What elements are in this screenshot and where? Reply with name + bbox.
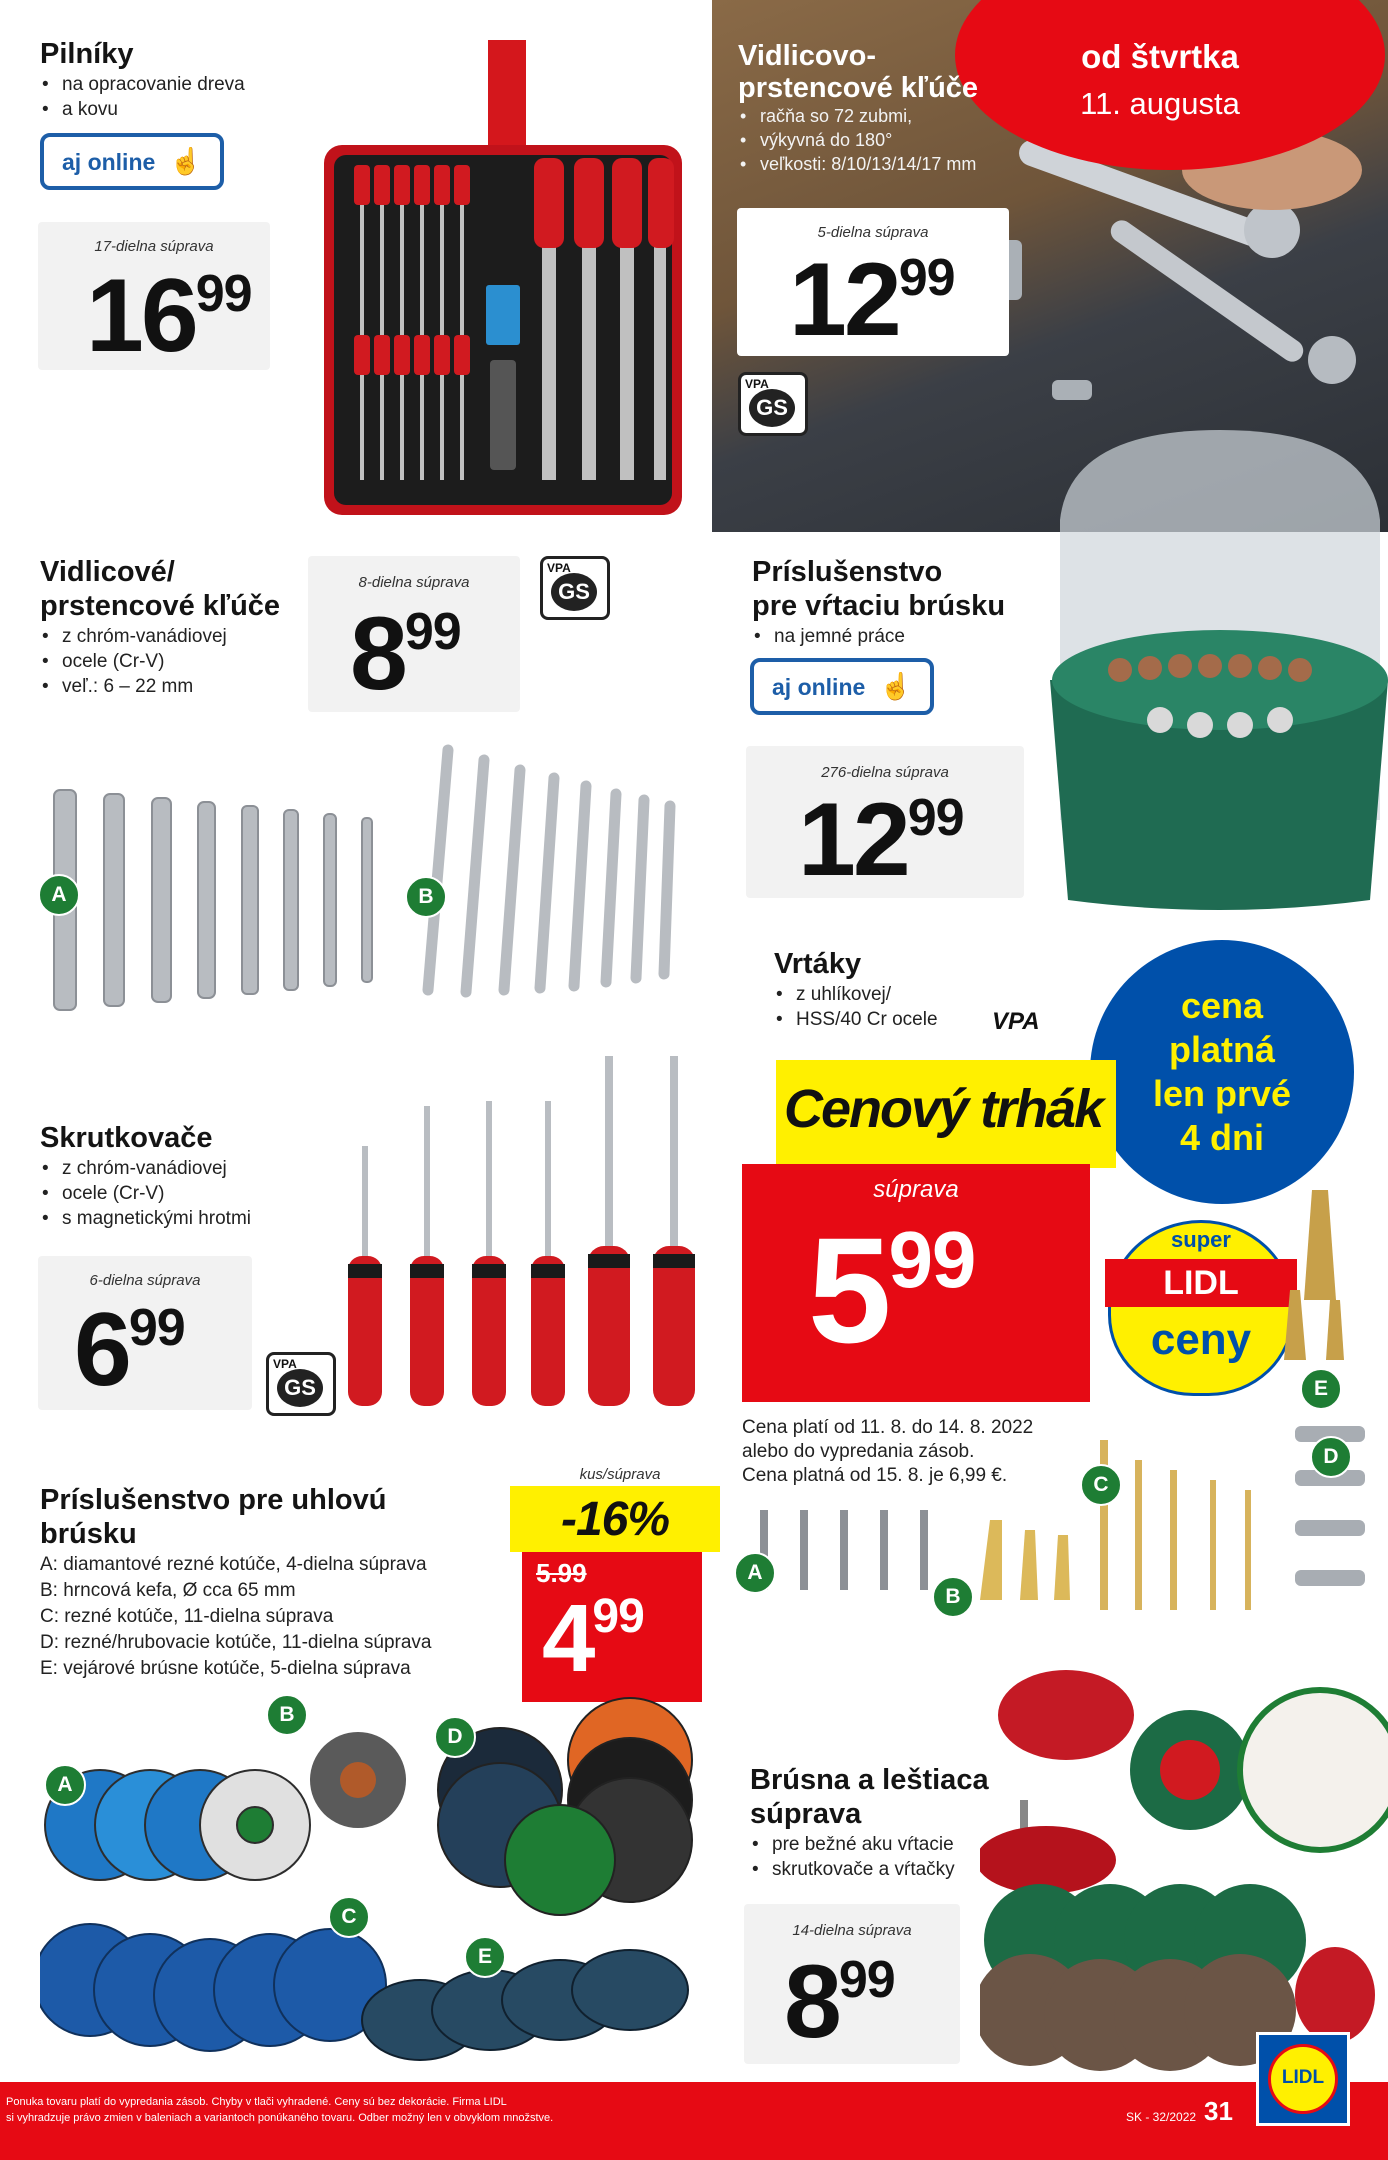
price-whole: 6 (74, 1292, 129, 1408)
validity-line: alebo do vypredania zásob. (742, 1441, 975, 1462)
bullet: • pre bežné aku vŕtacie (750, 1832, 955, 1857)
gs-label: GS (749, 389, 795, 427)
badge-b: B (405, 876, 447, 918)
set-label: 5-dielna súprava (817, 224, 929, 241)
screwdrivers-bullets (40, 1156, 251, 1231)
vpa-gs-certification-icon (540, 556, 610, 620)
pilniky-bullets (40, 72, 245, 122)
vpa-label: VPA (273, 1357, 297, 1371)
bullet: • z chróm-vanádiovej (40, 624, 227, 649)
bullet: • a kovu (40, 97, 245, 122)
lidl-logo (1256, 2032, 1350, 2126)
price-decimal: 99 (592, 1590, 644, 1643)
price-whole: 4 (542, 1585, 593, 1692)
date-banner-line2: 11. augusta (1080, 86, 1240, 121)
price (74, 1292, 185, 1408)
bullet: • skrutkovače a vŕtačky (750, 1857, 955, 1882)
price-decimal: 99 (404, 603, 461, 661)
ratchet-bullets (738, 104, 976, 176)
deal-banner-text: Cenový trhák (784, 1079, 1103, 1139)
screwdrivers-price-box (38, 1256, 252, 1410)
file-set-photo (318, 40, 688, 520)
super-label: super (1171, 1227, 1231, 1252)
price-decimal: 99 (838, 1951, 895, 2009)
disc-badge-a: A (44, 1764, 86, 1806)
variant-line: E: vejárové brúsne kotúče, 5-dielna súprava (40, 1658, 411, 1679)
vpa-gs-certification-icon (738, 372, 808, 436)
ceny-label: ceny (1150, 1315, 1252, 1364)
price-whole: 12 (789, 242, 899, 358)
price-decimal: 99 (128, 1299, 185, 1357)
ratchet-price-box (737, 208, 1009, 356)
ratchet-title-2: prstencové kľúče (738, 72, 979, 104)
lidl-label: LIDL (1105, 1259, 1297, 1307)
wrenches-price-box (308, 556, 520, 712)
grinder-acc-title-2: pre vŕtaciu brúsku (752, 590, 1006, 622)
open-end-wrench-set-photo (36, 760, 386, 1030)
bullet: • ocele (Cr-V) (40, 1181, 251, 1206)
wrenches-bullets (40, 624, 227, 699)
gs-label: GS (551, 573, 597, 611)
gs-label: GS (277, 1369, 323, 1407)
disclaimer-line: si vyhradzuje právo zmien v baleniach a variantoch ponúkaného tovaru. Odber možný len v obvyklom množstve. (6, 2112, 554, 2124)
pilniky-title: Pilníky (40, 38, 134, 70)
page-number: 31 (1204, 2096, 1233, 2126)
validity-line: Cena platná od 15. 8. je 6,99 €. (742, 1465, 1008, 1486)
price (789, 242, 955, 358)
grinding-discs-photo (40, 1690, 720, 2090)
drills-bullets (774, 982, 938, 1032)
set-label: 14-dielna súprava (792, 1922, 912, 1939)
aj-online-label: aj online (62, 149, 156, 175)
variant-line: A: diamantové rezné kotúče, 4-dielna súprava (40, 1554, 427, 1575)
bullet: • račňa so 72 zubmi, (738, 104, 976, 128)
angle-grinder-title-1: Príslušenstvo pre uhlovú (40, 1484, 387, 1516)
footer-bar (0, 2082, 1388, 2160)
drill-badge-e: E (1300, 1368, 1342, 1410)
drill-badge-b: B (932, 1576, 974, 1618)
wrenches-title-2: prstencové kľúče (40, 590, 281, 622)
angle-grinder-price-box (522, 1552, 702, 1702)
angle-grinder-title-2: brúsku (40, 1518, 137, 1550)
deal-banner (776, 1060, 1116, 1168)
grinder-acc-price-box (746, 746, 1024, 898)
price-whole: 16 (86, 258, 196, 374)
screwdrivers-title: Skrutkovače (40, 1122, 213, 1154)
polish-brush-set-photo (980, 1660, 1388, 2080)
polish-title-2: súprava (750, 1798, 862, 1830)
disc-badge-d: D (434, 1716, 476, 1758)
polish-bullets (750, 1832, 955, 1882)
bullet: • výkyvná do 180° (738, 128, 976, 152)
price (798, 782, 964, 898)
price (542, 1585, 644, 1692)
line: platná (1168, 1029, 1275, 1070)
price (784, 1944, 895, 2060)
disc-badge-e: E (464, 1936, 506, 1978)
grinder-acc-bullets (752, 624, 905, 649)
variant-line: D: rezné/hrubovacie kotúče, 11-dielna súprava (40, 1632, 432, 1653)
price-decimal: 99 (907, 789, 964, 847)
disc-badge-b: B (266, 1694, 308, 1736)
price-whole: 8 (350, 596, 405, 712)
footer-disclaimer (6, 2094, 553, 2126)
aj-online-button[interactable] (40, 133, 224, 190)
old-price: 5.99 (536, 1558, 587, 1588)
line: cena (1180, 985, 1264, 1026)
set-label: 8-dielna súprava (358, 574, 470, 591)
badge-a: A (38, 874, 80, 916)
bullet: • ocele (Cr-V) (40, 649, 227, 674)
vpa-gs-certification-icon (266, 1352, 336, 1416)
price-decimal: 99 (888, 1215, 976, 1304)
hand-pointer-icon: ☝ (169, 146, 203, 176)
price-decimal: 99 (898, 249, 955, 307)
price (86, 258, 252, 374)
angle-grinder-variants (40, 1552, 432, 1682)
rotary-tool-accessory-case-photo (1050, 420, 1388, 920)
bullet: • z uhlíkovej/ (774, 982, 938, 1007)
discount-value: -16% (560, 1493, 670, 1546)
line: len prvé (1152, 1073, 1292, 1114)
validity-line: Cena platí od 11. 8. do 14. 8. 2022 (742, 1417, 1034, 1438)
drill-bits-photo (740, 1190, 1388, 1610)
disclaimer-line: Ponuka tovaru platí do vypredania zásob. Chyby v tlači vyhradené. Ceny sú bez dekorácie. Firma LIDL (6, 2096, 507, 2108)
pilniky-price-box (38, 222, 270, 374)
date-banner-line1: od štvrtka (1081, 38, 1239, 75)
line: 4 dni (1179, 1117, 1264, 1158)
unit-label: kus/súprava (579, 1466, 661, 1483)
variant-line: B: hrncová kefa, Ø cca 65 mm (40, 1580, 296, 1601)
bullet: • HSS/40 Cr ocele (774, 1007, 938, 1032)
vpa-label: VPA (547, 561, 571, 575)
variant-line: C: rezné kotúče, 11-dielna súprava (40, 1606, 334, 1627)
bullet: • veľkosti: 8/10/13/14/17 mm (738, 152, 976, 176)
set-label: 6-dielna súprava (89, 1272, 201, 1289)
bullet: • veľ.: 6 – 22 mm (40, 674, 227, 699)
price-valid-text (1104, 984, 1340, 1160)
drills-title: Vrtáky (774, 948, 862, 980)
drill-badge-a: A (734, 1552, 776, 1594)
bullet: • na jemné práce (752, 624, 905, 649)
wrenches-title-1: Vidlicové/ (40, 556, 175, 588)
bullet: • na opracovanie dreva (40, 72, 245, 97)
price-decimal: 99 (195, 265, 252, 323)
aj-online-button[interactable] (750, 658, 934, 715)
ring-wrench-set-photo (388, 720, 688, 1020)
footer-code: SK - 32/2022 (1126, 2110, 1197, 2124)
set-label: 17-dielna súprava (94, 238, 214, 255)
polish-title-1: Brúsna a leštiaca (750, 1764, 989, 1796)
set-label: 276-dielna súprava (821, 764, 949, 781)
lidl-logo-text: LIDL (1281, 2067, 1325, 2088)
bullet: • z chróm-vanádiovej (40, 1156, 251, 1181)
price-whole: 5 (808, 1206, 889, 1374)
grinder-acc-title-1: Príslušenstvo (752, 556, 943, 588)
disc-badge-c: C (328, 1896, 370, 1938)
vpa-label: VPA (745, 377, 769, 391)
hand-pointer-icon: ☝ (879, 671, 913, 701)
drill-badge-d: D (1310, 1436, 1352, 1478)
set-label: súprava (873, 1176, 959, 1203)
price-whole: 12 (798, 782, 908, 898)
price (350, 596, 461, 712)
screwdriver-set-photo (340, 1046, 710, 1416)
ratchet-title-1: Vidlicovo- (738, 40, 877, 72)
vpa-icon: VPA (992, 1008, 1040, 1035)
bullet: • s magnetickými hrotmi (40, 1206, 251, 1231)
aj-online-label: aj online (772, 674, 866, 700)
drill-badge-c: C (1080, 1464, 1122, 1506)
price-whole: 8 (784, 1944, 839, 2060)
discount-badge (510, 1486, 720, 1552)
polish-price-box (744, 1904, 960, 2064)
